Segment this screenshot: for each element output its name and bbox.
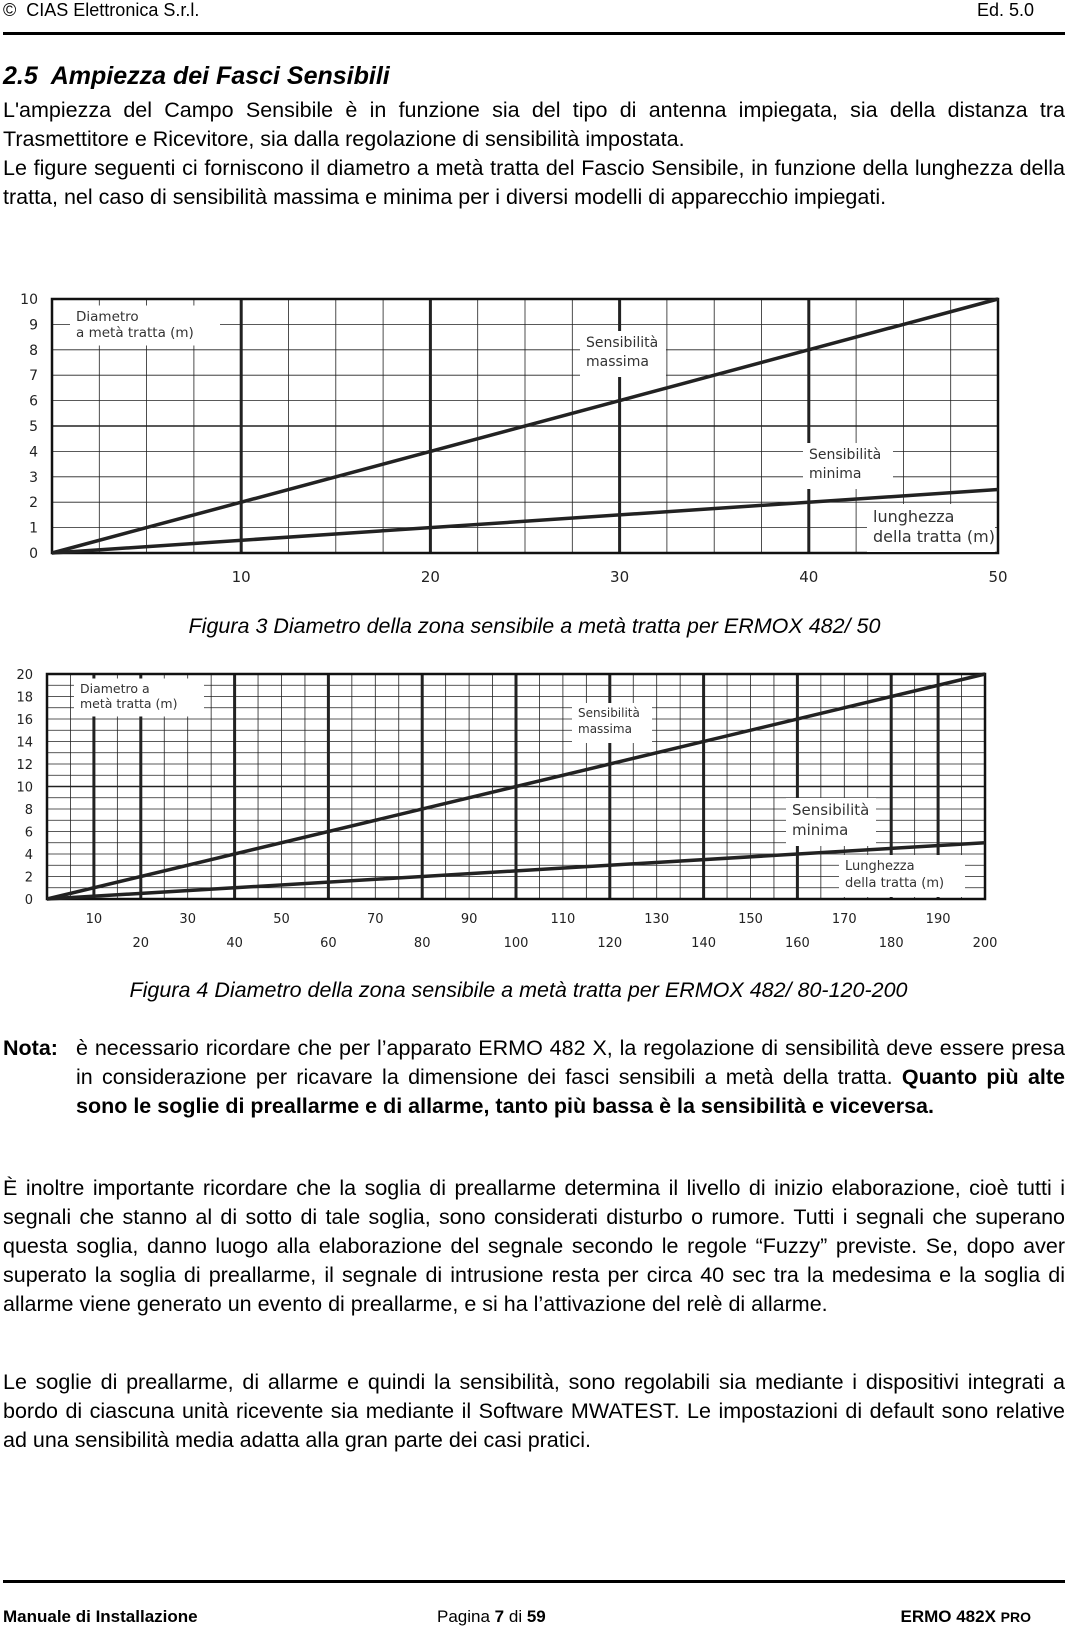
- chart-figure-3: [0, 285, 1069, 595]
- x-tick-label-row2: 200: [972, 936, 998, 951]
- product-suffix: PRO: [1000, 1609, 1031, 1625]
- y-tick-label: 4: [24, 848, 33, 863]
- y-tick-label: 2: [24, 870, 33, 886]
- y-tick-label: 2: [29, 495, 38, 512]
- y-axis-label-line: metà tratta (m): [80, 696, 178, 711]
- x-tick-label-row2: 40: [226, 936, 243, 951]
- y-tick-label: 7: [29, 368, 38, 385]
- nota-text: è necessario ricordare che per l’apparato ERMO 482 X, la regolazione di sensibilità deve essere presa in considerazione per ricavare la dimensione dei fasci sensibili a metà della tratta.: [76, 1036, 1065, 1089]
- y-tick-label: 14: [16, 735, 33, 751]
- x-tick-label-row2: 180: [878, 936, 904, 951]
- x-tick-label: 40: [799, 568, 819, 586]
- page-number: 7: [494, 1607, 505, 1626]
- series-label-max-line: Sensibilità: [578, 706, 640, 720]
- x-tick-label-row1: 130: [644, 912, 670, 927]
- footer-manual: Manuale di Installazione: [3, 1607, 198, 1626]
- y-axis-label-line: Diametro a: [80, 681, 150, 696]
- y-tick-label: 0: [24, 893, 33, 908]
- y-tick-label: 8: [24, 803, 33, 818]
- x-tick-label: 10: [231, 568, 251, 586]
- series-label-min-line: minima: [792, 821, 849, 839]
- y-tick-label: 4: [29, 444, 38, 461]
- figure-3-caption: Figura 3 Diametro della zona sensibile a metà tratta per ERMOX 482/ 50: [188, 614, 881, 638]
- page-total: 59: [526, 1607, 546, 1626]
- chart-figure-3-svg: [0, 285, 1069, 595]
- section-number: 2.5: [3, 62, 38, 90]
- x-tick-label-row1: 30: [179, 912, 196, 927]
- series-label-min-line: minima: [809, 466, 862, 482]
- page-of: di: [508, 1607, 523, 1626]
- x-tick-label-row1: 170: [831, 912, 857, 927]
- x-tick-label-row1: 110: [550, 912, 576, 927]
- series-label-min-line: Sensibilità: [792, 801, 870, 819]
- y-tick-label: 8: [29, 342, 38, 359]
- x-tick-label-row1: 190: [925, 912, 951, 927]
- y-tick-label: 0: [29, 546, 38, 562]
- footer-rule: [3, 1580, 1065, 1583]
- figure-4-caption: Figura 4 Diametro della zona sensibile a metà tratta per ERMOX 482/ 80-120-200: [129, 978, 908, 1002]
- y-tick-label: 9: [29, 317, 38, 334]
- x-tick-label-row1: 70: [367, 912, 384, 927]
- series-label-max-line: massima: [586, 354, 649, 370]
- y-tick-label: 6: [24, 825, 33, 841]
- body-paragraph-2: Le soglie di preallarme, di allarme e quindi la sensibilità, sono regolabili sia mediante i dispositivi integrati a bordo di ciascuna unità ricevente sia mediante il Software MWATEST. Le impostazioni di default sono relative ad una sensibilità media adatta alla gran parte dei casi pratici.: [3, 1370, 1065, 1452]
- page-header-left: [3, 0, 199, 21]
- footer-product: [900, 1607, 1031, 1627]
- x-tick-label-row1: 10: [85, 912, 103, 927]
- y-axis-label-line: Diametro: [76, 309, 139, 325]
- y-tick-label: 20: [16, 668, 33, 683]
- x-axis-label-line: Lunghezza: [845, 859, 915, 874]
- x-axis-label-line: della tratta (m): [873, 527, 995, 546]
- company-name: CIAS Elettronica S.r.l.: [26, 0, 200, 20]
- y-axis-label-line: a metà tratta (m): [76, 325, 194, 341]
- y-tick-label: 1: [29, 520, 38, 537]
- y-tick-label: 5: [29, 419, 38, 435]
- y-tick-label: 12: [16, 758, 33, 773]
- nota-block: [3, 1034, 1065, 1121]
- series-label-min-line: Sensibilità: [809, 447, 882, 463]
- nota-bold-text: Quanto più alte sono le soglie di preallarme e di allarme, tanto più bassa è la sensibilità e viceversa.: [76, 1065, 1065, 1118]
- x-tick-label-row2: 100: [503, 936, 529, 951]
- x-tick-label-row2: 60: [320, 936, 337, 951]
- y-tick-label: 6: [29, 393, 38, 410]
- product-name: ERMO 482X: [900, 1607, 996, 1626]
- x-tick-label-row2: 120: [597, 936, 623, 951]
- x-tick-label-row1: 50: [273, 912, 290, 927]
- y-tick-label: 10: [20, 292, 38, 308]
- x-tick-label-row2: 80: [413, 936, 431, 951]
- y-tick-label: 3: [29, 469, 38, 486]
- y-tick-label: 16: [16, 713, 33, 728]
- footer-page: [437, 1607, 546, 1627]
- x-tick-label-row1: 90: [460, 912, 478, 927]
- x-tick-label-row2: 160: [784, 936, 810, 951]
- x-tick-label-row1: 150: [738, 912, 763, 927]
- intro-paragraph-2: Le figure seguenti ci forniscono il diametro a metà tratta del Fascio Sensibile, in funzione della lunghezza della tratta, nel caso di sensibilità massima e minima per i diversi modelli di apparecchio impiegati.: [3, 156, 1065, 209]
- body-paragraph-1: È inoltre importante ricordare che la soglia di preallarme determina il livello di inizio elaborazione, cioè tutti i segnali che stanno al di sotto di tale soglia, sono considerati disturbo o rumore. Tutti i segnali che superano questa soglia, danno luogo alla elaborazione del segnale secondo le regole “Fuzzy” previste. Se, dopo aver superato la soglia di preallarme, il segnale di intrusione resta per circa 40 sec tra la medesima e la soglia di allarme viene generato un evento di preallarme, e si ha l’attivazione del relè di allarme.: [3, 1176, 1065, 1316]
- nota-label: Nota:: [3, 1036, 58, 1060]
- page-label: Pagina: [437, 1607, 490, 1626]
- x-tick-label: 50: [988, 568, 1008, 586]
- header-rule: [3, 32, 1065, 35]
- section-title: [3, 62, 390, 91]
- y-tick-label: 10: [16, 780, 33, 796]
- x-tick-label-row2: 140: [691, 936, 717, 951]
- chart-figure-4: [0, 663, 1069, 963]
- series-label-max-line: Sensibilità: [586, 335, 659, 351]
- copyright-symbol: ©: [3, 0, 17, 20]
- section-title-text: Ampiezza dei Fasci Sensibili: [50, 62, 390, 90]
- nota-body: [76, 1034, 1065, 1121]
- chart-figure-4-svg: [0, 663, 1069, 963]
- x-tick-label: 20: [420, 568, 440, 586]
- x-tick-label: 30: [610, 568, 630, 586]
- x-axis-label-line: lunghezza: [873, 507, 955, 526]
- x-tick-label-row2: 20: [132, 936, 150, 951]
- edition: Ed. 5.0: [976, 0, 1034, 20]
- y-tick-label: 18: [16, 690, 33, 706]
- intro-paragraph-1: L'ampiezza del Campo Sensibile è in funzione sia del tipo di antenna impiegata, sia della distanza tra Trasmettitore e Ricevitore, sia dalla regolazione di sensibilità impostata.: [3, 98, 1065, 151]
- x-axis-label-line: della tratta (m): [845, 876, 945, 891]
- series-label-max-line: massima: [578, 722, 632, 736]
